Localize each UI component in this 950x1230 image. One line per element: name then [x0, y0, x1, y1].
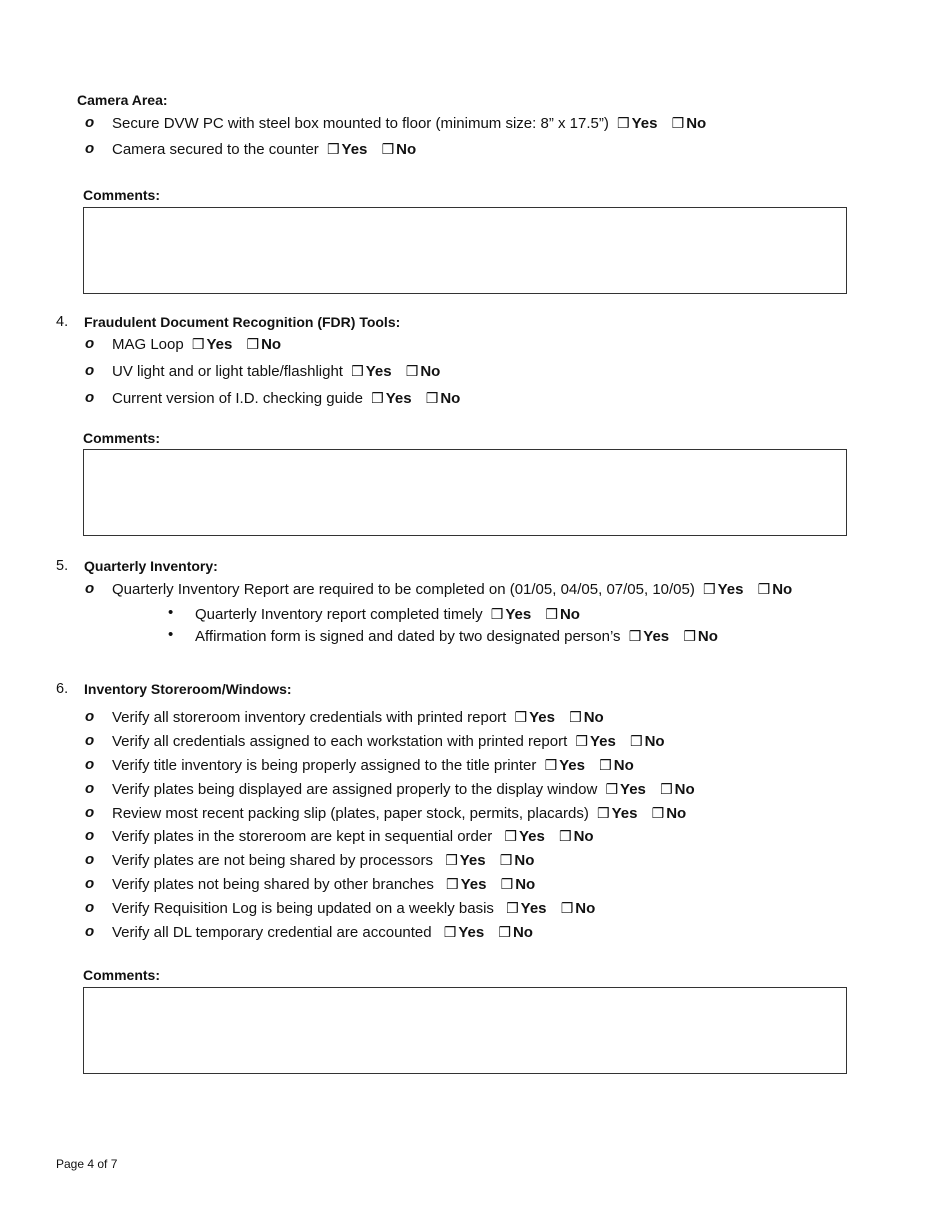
bullet-dot-icon: •	[168, 626, 174, 643]
bullet-icon: o	[85, 580, 95, 597]
comments-label: Comments:	[83, 967, 161, 983]
comments-box-storeroom[interactable]	[83, 987, 847, 1074]
section-number: 4.	[56, 314, 69, 330]
no-checkbox[interactable]: ❒	[651, 805, 665, 821]
section4-item-2: UV light and or light table/flashlight ❒ Yes ❒ No	[112, 363, 441, 380]
no-checkbox[interactable]: ❒	[499, 852, 513, 868]
bullet-icon: o	[85, 335, 95, 352]
bullet-icon: o	[85, 827, 95, 844]
section5-item: Quarterly Inventory Report are required to be completed on (01/05, 04/05, 07/05, 10/05) ❒ Yes ❒ No	[112, 581, 793, 598]
section4-heading: Fraudulent Document Recognition (FDR) Tools:	[84, 314, 401, 330]
bullet-icon: o	[85, 389, 95, 406]
no-checkbox[interactable]: ❒	[671, 115, 685, 131]
yes-checkbox[interactable]: ❒	[371, 390, 384, 406]
section6-item-5: Review most recent packing slip (plates, paper stock, permits, placards) ❒ Yes ❒ No	[112, 805, 687, 822]
bullet-icon: o	[85, 923, 95, 940]
section6-item-10: Verify all DL temporary credential are accounted ❒ Yes ❒ No	[112, 924, 533, 941]
section6-item-4: Verify plates being displayed are assigned properly to the display window ❒ Yes ❒ No	[112, 781, 695, 798]
bullet-icon: o	[85, 804, 95, 821]
comments-label: Comments:	[83, 187, 161, 203]
no-checkbox[interactable]: ❒	[630, 733, 643, 749]
yes-checkbox[interactable]: ❒	[617, 115, 630, 131]
bullet-icon: o	[85, 732, 95, 749]
section-number: 6.	[56, 681, 69, 697]
section4-item-1: MAG Loop ❒ Yes ❒ No	[112, 336, 282, 353]
camera-item-1: Secure DVW PC with steel box mounted to floor (minimum size: 8” x 17.5”) ❒ Yes ❒ No	[112, 115, 707, 132]
no-checkbox[interactable]: ❒	[757, 581, 771, 597]
bullet-icon: o	[85, 851, 95, 868]
yes-checkbox[interactable]: ❒	[191, 336, 205, 352]
yes-checkbox[interactable]: ❒	[575, 733, 588, 749]
yes-checkbox[interactable]: ❒	[446, 876, 459, 892]
bullet-dot-icon: •	[168, 604, 174, 621]
section6-item-9: Verify Requisition Log is being updated on a weekly basis ❒ Yes ❒ No	[112, 900, 596, 917]
section4-item-3: Current version of I.D. checking guide ❒ Yes ❒ No	[112, 390, 461, 407]
section6-item-8: Verify plates not being shared by other branches ❒ Yes ❒ No	[112, 876, 536, 893]
yes-checkbox[interactable]: ❒	[445, 852, 458, 868]
no-checkbox[interactable]: ❒	[683, 628, 696, 644]
yes-checkbox[interactable]: ❒	[326, 141, 340, 157]
yes-checkbox[interactable]: ❒	[703, 581, 716, 597]
section5-heading: Quarterly Inventory:	[84, 558, 218, 574]
yes-checkbox[interactable]: ❒	[544, 757, 558, 773]
no-checkbox[interactable]: ❒	[545, 606, 558, 622]
bullet-icon: o	[85, 899, 95, 916]
section6-item-7: Verify plates are not being shared by processors ❒ Yes ❒ No	[112, 852, 535, 869]
camera-item-2: Camera secured to the counter ❒ Yes ❒ No	[112, 141, 417, 158]
no-checkbox[interactable]: ❒	[405, 363, 419, 379]
no-checkbox[interactable]: ❒	[246, 336, 260, 352]
bullet-icon: o	[85, 708, 95, 725]
no-checkbox[interactable]: ❒	[500, 876, 514, 892]
section6-item-1: Verify all storeroom inventory credentials with printed report ❒ Yes ❒ No	[112, 709, 604, 726]
yes-checkbox[interactable]: ❒	[597, 805, 610, 821]
bullet-icon: o	[85, 780, 95, 797]
camera-area-heading: Camera Area:	[77, 92, 168, 108]
yes-checkbox[interactable]: ❒	[490, 606, 504, 622]
comments-box-fdr[interactable]	[83, 449, 847, 536]
bullet-icon: o	[85, 362, 95, 379]
no-checkbox[interactable]: ❒	[660, 781, 673, 797]
section6-item-2: Verify all credentials assigned to each workstation with printed report ❒ Yes ❒ No	[112, 733, 665, 750]
yes-checkbox[interactable]: ❒	[605, 781, 619, 797]
yes-checkbox[interactable]: ❒	[443, 924, 457, 940]
section5-subitem-1: Quarterly Inventory report completed timely ❒ Yes ❒ No	[195, 606, 580, 623]
yes-checkbox[interactable]: ❒	[514, 709, 528, 725]
comments-label: Comments:	[83, 430, 161, 446]
page-number: Page 4 of 7	[56, 1157, 118, 1171]
no-checkbox[interactable]: ❒	[569, 709, 582, 725]
section-number: 5.	[56, 558, 69, 574]
no-checkbox[interactable]: ❒	[381, 141, 395, 157]
no-checkbox[interactable]: ❒	[498, 924, 511, 940]
section6-heading: Inventory Storeroom/Windows:	[84, 681, 292, 697]
yes-checkbox[interactable]: ❒	[351, 363, 364, 379]
bullet-icon: o	[85, 756, 95, 773]
yes-checkbox[interactable]: ❒	[628, 628, 642, 644]
section6-item-6: Verify plates in the storeroom are kept in sequential order ❒ Yes ❒ No	[112, 828, 594, 845]
bullet-icon: o	[85, 114, 95, 131]
bullet-icon: o	[85, 875, 95, 892]
section5-subitem-2: Affirmation form is signed and dated by two designated person’s ❒ Yes ❒ No	[195, 628, 718, 645]
yes-checkbox[interactable]: ❒	[506, 900, 519, 916]
no-checkbox[interactable]: ❒	[560, 900, 574, 916]
section6-item-3: Verify title inventory is being properly assigned to the title printer ❒ Yes ❒ No	[112, 757, 634, 774]
no-checkbox[interactable]: ❒	[599, 757, 612, 773]
comments-box-camera[interactable]	[83, 207, 847, 294]
bullet-icon: o	[85, 140, 95, 157]
no-checkbox[interactable]: ❒	[559, 828, 572, 844]
no-checkbox[interactable]: ❒	[425, 390, 439, 406]
yes-checkbox[interactable]: ❒	[504, 828, 517, 844]
